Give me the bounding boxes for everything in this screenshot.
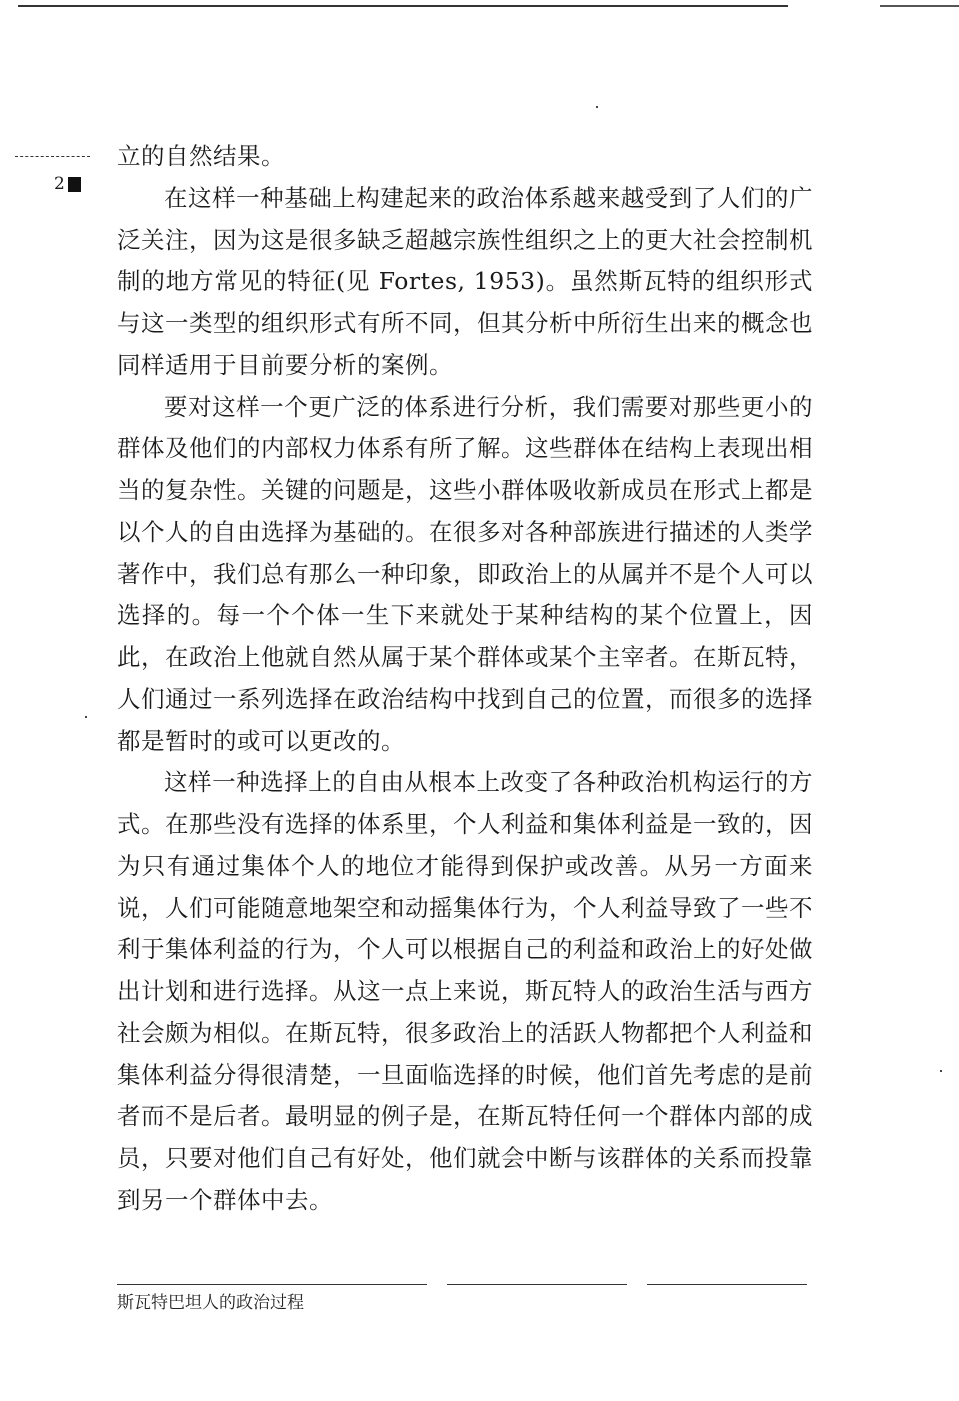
paragraph: 要对这样一个更广泛的体系进行分析，我们需要对那些更小的群体及他们的内部权力体系有所了解。这些群体在结构上表现出相当的复杂性。关键的问题是，这些小群体吸收新成员在形式上都是以个人的自由选择为基础的。在很多对各种部族进行描述的人类学著作中，我们总有那么一种印象，即政治上的从属并不是个人可以选择的。每一个个体一生下来就处于某种结构的某个位置上，因此，在政治上他就自然从属于某个群体或某个主宰者。在斯瓦特，人们通过一系列选择在政治结构中找到自己的位置，而很多的选择都是暂时的或可以更改的。 [117, 392, 813, 755]
scan-speck [596, 106, 598, 108]
top-border-rule-right [880, 5, 959, 7]
scan-speck [85, 716, 87, 718]
page-number [54, 174, 81, 194]
body-text [117, 136, 813, 1222]
paragraph-continuation: 立的自然结果。 [117, 142, 285, 170]
paragraph: 这样一种选择上的自由从根本上改变了各种政治机构运行的方式。在那些没有选择的体系里，个人利益和集体利益是一致的，因为只有通过集体个人的地位才能得到保护或改善。从另一方面来说，人们可能随意地架空和动摇集体行为，个人利益导致了一些不利于集体利益的行为，个人可以根据自己的利益和政治上的好处做出计划和进行选择。从这一点上来说，斯瓦特人的政治生活与西方社会颇为相似。在斯瓦特，很多政治上的活跃人物都把个人利益和集体利益分得很清楚，一旦面临选择的时候，他们首先考虑的是前者而不是后者。最明显的例子是，在斯瓦特任何一个群体内部的成员，只要对他们自己有好处，他们就会中断与该群体的关系而投靠到另一个群体中去。 [117, 768, 813, 1214]
footer-rule-segment [447, 1284, 627, 1285]
top-border-rule [18, 5, 788, 7]
footer-rule-segment [647, 1284, 807, 1285]
scan-speck [940, 1070, 942, 1072]
footer-rule [117, 1284, 810, 1285]
running-title: 斯瓦特巴坦人的政治过程 [117, 1293, 304, 1313]
page-marker-icon [68, 177, 81, 192]
margin-dash-rule [15, 156, 90, 157]
page-number-text: 2 [54, 174, 65, 194]
paragraph: 在这样一种基础上构建起来的政治体系越来越受到了人们的广泛关注，因为这是很多缺乏超越宗族性组织之上的更大社会控制机制的地方常见的特征(见 Fortes, 1953)。虽然斯瓦特的组织形式与这一类型的组织形式有所不同，但其分析中所衍生出来的概念也同样适用于目前要分析的案例。 [117, 183, 813, 379]
footer-rule-segment [117, 1284, 427, 1285]
